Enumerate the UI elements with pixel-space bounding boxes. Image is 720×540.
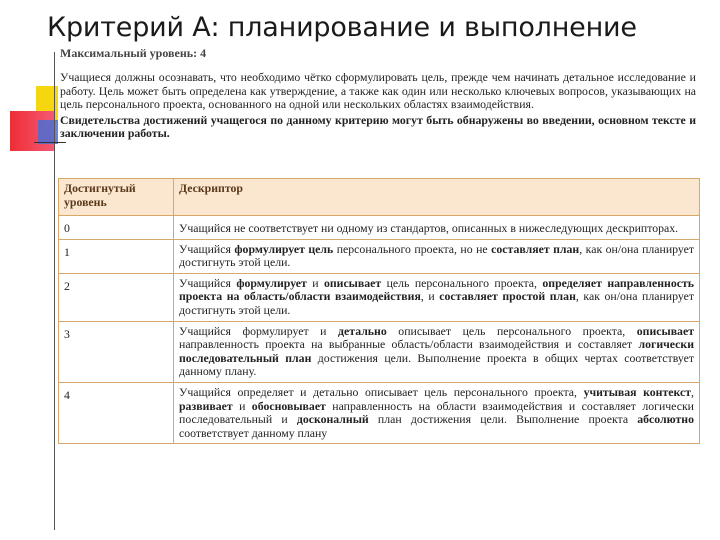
table-row xyxy=(59,273,700,321)
decorative-blue-square xyxy=(38,120,58,144)
criteria-table xyxy=(58,178,700,444)
emphasized-term: абсолютно xyxy=(637,412,694,427)
level-cell: 4 xyxy=(59,382,174,443)
table-row xyxy=(59,216,700,240)
evidence-paragraph: Свидетельства достижений учащегося по данному критерию могут быть обнаружены во введении, основном тексте и заключении работы. xyxy=(60,112,696,141)
level-cell: 2 xyxy=(59,273,174,321)
level-cell: 3 xyxy=(59,321,174,382)
table-row xyxy=(59,321,700,382)
emphasized-term: учитывая контекст xyxy=(583,384,692,399)
descriptor-cell: Учащийся не соответствует ни одному из стандартов, описанных в нижеследующих дескрипторах. xyxy=(174,216,700,240)
max-level-label: Максимальный уровень: 4 xyxy=(60,46,207,60)
emphasized-term: формулирует xyxy=(236,275,307,290)
table-header-row xyxy=(59,179,700,216)
emphasized-term: обосновывает xyxy=(251,398,326,413)
table-row xyxy=(59,382,700,443)
descriptor-cell: Учащийся формулирует цель персонального проекта, но не составляет план, как он/она планирует достигнуть этой цели. xyxy=(174,239,700,273)
header-level: Достигнутый уровень xyxy=(59,179,174,216)
emphasized-term: составляет план xyxy=(491,241,580,256)
emphasized-term: описывает xyxy=(323,275,382,290)
emphasized-term: развивает xyxy=(179,398,233,413)
emphasized-term: логически последовательный план xyxy=(179,337,694,365)
level-cell: 1 xyxy=(59,239,174,273)
emphasized-term: досконалный xyxy=(296,412,369,427)
slide-title: Критерий А: планирование и выполнение xyxy=(47,12,637,43)
table-row xyxy=(59,239,700,273)
emphasized-term: формулирует цель xyxy=(234,241,334,256)
emphasized-term: определяет направленность проекта на область/области взаимодействия xyxy=(179,275,695,304)
emphasized-term: составляет простой план xyxy=(439,289,576,304)
header-descriptor: Дескриптор xyxy=(174,179,700,216)
decorative-horizontal-line xyxy=(34,142,66,143)
descriptor-cell: Учащийся формулирует и описывает цель персонального проекта, определяет направленность проекта на область/области взаимодействия, и составляет простой план, как он/она планирует достигнуть этой цели. xyxy=(174,273,700,321)
descriptor-cell: Учащийся формулирует и детально описывает цель персонального проекта, описывает направленность проекта на выбранные область/области взаимодействия и составляет логически последовательный план достижения цели. Выполнение проекта в общих чертах соответствует данному плану. xyxy=(174,321,700,382)
descriptor-cell: Учащийся определяет и детально описывает цель персонального проекта, учитывая контекст, развивает и обосновывает направленность на области взаимодействия и составляет логически последовательный и досконалный план достижения цели. Выполнение проекта абсолютно соответствует данному плану xyxy=(174,382,700,443)
emphasized-term: описывает xyxy=(636,323,694,338)
intro-paragraph: Учащиеся должны осознавать, что необходимо чётко сформулировать цель, прежде чем начинать детальное исследование и работу. Цель может быть определена как утверждение, а также как один или несколько ключевых вопросов, указывающих на цель персонального проекта, основанного на одной или нескольких областях взаимодействия. xyxy=(60,70,696,112)
level-cell: 0 xyxy=(59,216,174,240)
decorative-vertical-line xyxy=(54,52,55,530)
criterion-text xyxy=(58,46,700,141)
emphasized-term: детально xyxy=(338,323,387,338)
